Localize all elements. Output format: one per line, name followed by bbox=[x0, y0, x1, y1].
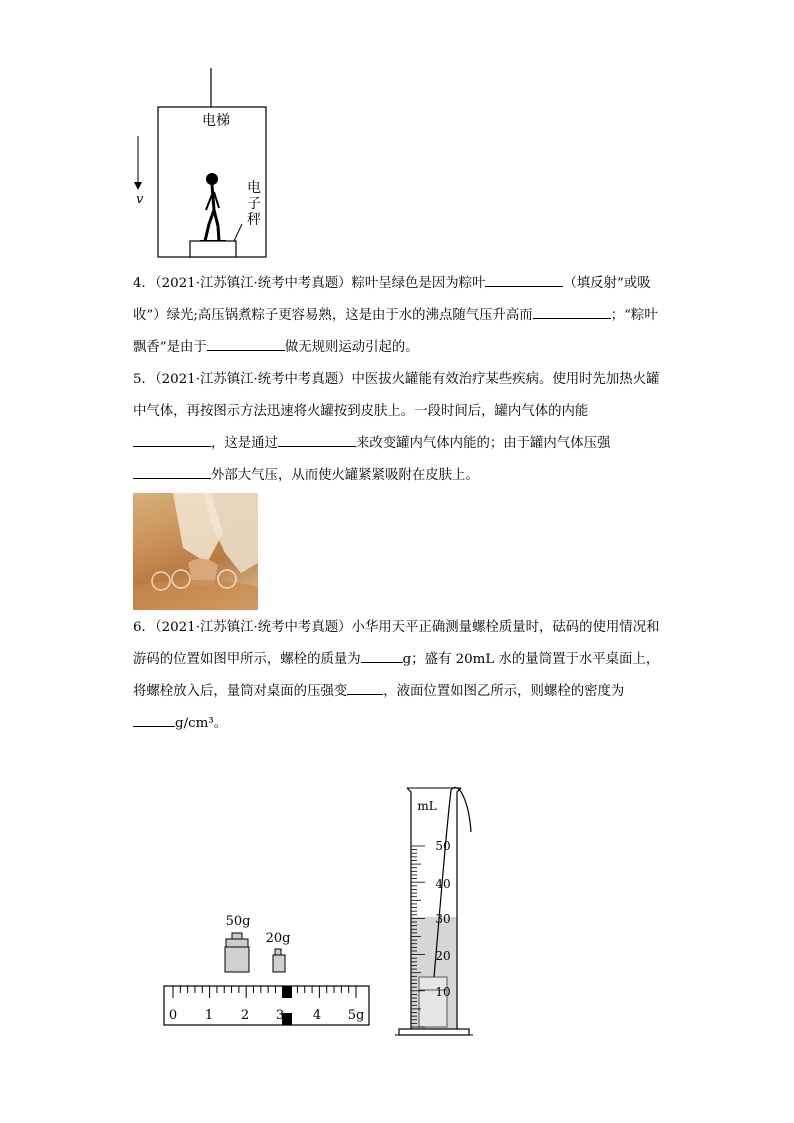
elevator-label: 电梯 bbox=[202, 113, 230, 129]
rider-top bbox=[282, 986, 292, 998]
svg-text:0: 0 bbox=[168, 1008, 178, 1023]
question-4: 4．（2021·江苏镇江·统考中考真题）粽叶呈绿色是因为粽叶 （填反射”或吸收”）绿光;高压锅煮粽子更容易熟，这是由于水的沸点随气压升高而 ；“粽叶飘香”是由于 做无规则运动引起的。 bbox=[133, 268, 663, 364]
cylinder-base bbox=[399, 1029, 469, 1035]
answer-blank[interactable] bbox=[133, 712, 175, 727]
answer-blank[interactable] bbox=[207, 336, 285, 351]
answer-blank[interactable] bbox=[278, 432, 356, 447]
elevator-figure bbox=[130, 68, 280, 263]
cupping-photo bbox=[133, 493, 258, 610]
question-5: 5．（2021·江苏镇江·统考中考真题）中医拔火罐能有效治疗某些疾病。使用时先加热火罐中气体，再按图示方法迅速将火罐按到皮肤上。一段时间后，罐内气体的内能，这是通过 来改变罐内气体内能的；由于罐内气体压强外部大气压，从而使火罐紧紧吸附在皮肤上。 bbox=[133, 372, 660, 483]
velocity-label: v bbox=[136, 192, 144, 207]
weight-20g bbox=[273, 955, 285, 972]
svg-text:子: 子 bbox=[247, 196, 261, 212]
electronic-scale bbox=[190, 241, 236, 257]
svg-text:1: 1 bbox=[204, 1008, 214, 1023]
question-6: 6．（2021·江苏镇江·统考中考真题）小华用天平正确测量螺栓质量时，砝码的使用情况和游码的位置如图甲所示，螺栓的质量为 g；盛有 20mL 水的量筒置于水平桌面上，将螺栓放入后，量筒对桌面的压强变 ，液面位置如图乙所示，则螺栓的密度为g/cm³。 bbox=[133, 620, 660, 731]
weight-50g bbox=[225, 947, 249, 972]
svg-text:50: 50 bbox=[435, 839, 451, 853]
balance-weights-figure bbox=[160, 905, 375, 1035]
svg-text:3: 3 bbox=[275, 1008, 285, 1023]
answer-blank[interactable] bbox=[133, 464, 211, 479]
svg-text:秤: 秤 bbox=[247, 212, 261, 228]
svg-text:4: 4 bbox=[312, 1008, 322, 1023]
svg-text:2: 2 bbox=[240, 1008, 250, 1023]
weight-50g-label: 50g bbox=[225, 914, 251, 929]
measuring-cylinder-figure bbox=[395, 782, 480, 1047]
answer-blank[interactable] bbox=[361, 648, 403, 663]
svg-text:40: 40 bbox=[435, 877, 451, 891]
answer-blank[interactable] bbox=[485, 272, 563, 287]
answer-blank[interactable] bbox=[133, 432, 211, 447]
svg-text:电: 电 bbox=[247, 180, 261, 196]
answer-blank[interactable] bbox=[347, 680, 383, 695]
weight-20g-label: 20g bbox=[265, 931, 291, 946]
svg-text:10: 10 bbox=[435, 985, 451, 999]
svg-text:30: 30 bbox=[435, 912, 451, 926]
answer-blank[interactable] bbox=[533, 304, 611, 319]
cylinder-unit: mL bbox=[417, 799, 437, 813]
svg-text:5g: 5g bbox=[347, 1008, 365, 1023]
svg-text:20: 20 bbox=[435, 949, 451, 963]
